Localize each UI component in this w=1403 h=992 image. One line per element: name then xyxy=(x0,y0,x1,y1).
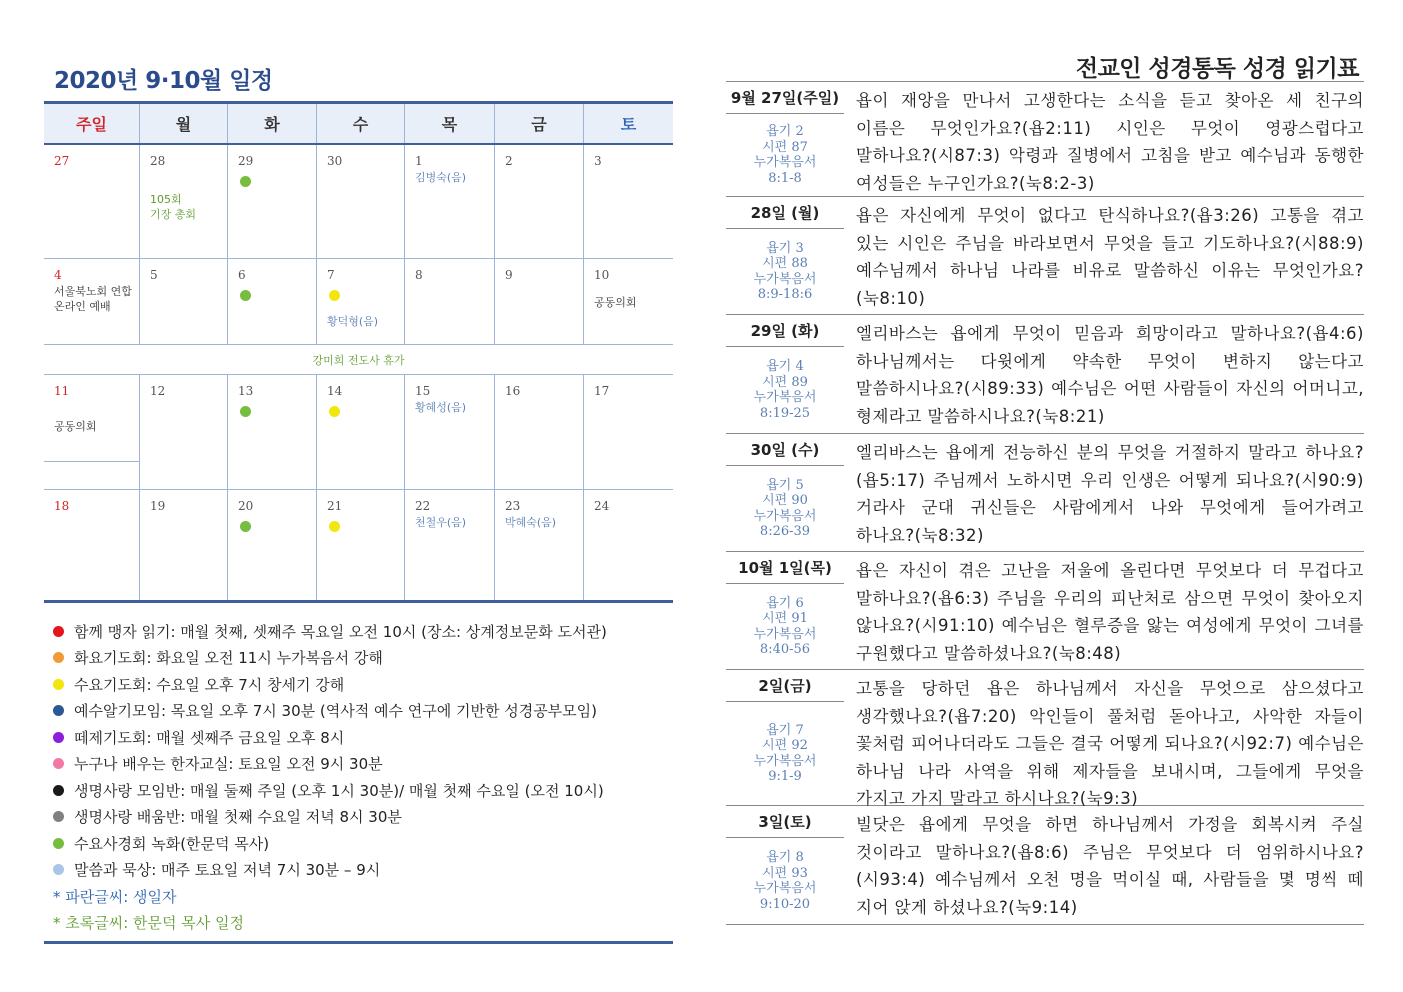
legend-bottom-rule xyxy=(44,941,673,944)
legend-text: 떼제기도회: 매월 셋째주 금요일 오후 8시 xyxy=(74,728,345,747)
day-cell xyxy=(405,490,495,600)
event-general-assembly: 105회 기장 총회 xyxy=(150,193,197,221)
reading-questions: 엘리바스는 욥에게 전능하신 분의 무엇을 거절하지 말라고 하나요?(욥5:17) 주님께서 노하시면 우리 인생은 어떻게 되나요?(시90:9) 거라사 군대 귀신들은 사람에게서 나와 무엇에게 들어가려고 하나요?(눅8:32) xyxy=(856,443,1364,545)
calendar-table xyxy=(44,101,673,603)
day-cell xyxy=(405,145,495,258)
legend-note-birthday: * 파란글씨: 생일자 xyxy=(53,887,177,906)
reading-date-cell xyxy=(726,315,844,433)
yellow-dot-icon xyxy=(329,406,340,417)
reading-reference: 욥기 3 xyxy=(766,240,804,256)
legend-item xyxy=(53,777,673,804)
legend-note-pastor-schedule: * 초록글씨: 한문덕 목사 일정 xyxy=(53,914,245,933)
vacation-banner: 강미희 전도사 휴가 xyxy=(44,345,673,375)
day-number: 20 xyxy=(238,499,254,513)
day-cell xyxy=(228,375,317,489)
calendar-week-2 xyxy=(44,259,673,345)
reading-questions: 욥이 재앙을 만나서 고생한다는 소식을 듣고 찾아온 세 친구의 이름은 무엇인가요?(욥2:11) 시인은 무엇이 영광스럽다고 말하나요?(시87:3) 악령과 질병에서 고침을 받고 예수님과 동행한 여성들은 누구인가요?(눅8:2-3) xyxy=(856,91,1364,193)
legend-item xyxy=(53,645,673,672)
day-number: 2 xyxy=(505,154,513,168)
day-number: 11 xyxy=(54,384,70,398)
day-cell xyxy=(405,259,495,344)
reading-reference: 욥기 4 xyxy=(766,359,804,374)
legend-dot-icon xyxy=(53,811,64,822)
calendar-week-3 xyxy=(44,375,673,490)
reading-reference: 시편 89 xyxy=(762,374,808,390)
weekday-sat: 토 xyxy=(620,115,637,134)
birthday-event: 천철우(음) xyxy=(415,516,467,529)
reading-reference: 누가복음서 xyxy=(753,626,817,642)
schedule-legend xyxy=(53,618,673,936)
reading-reference: 욥기 5 xyxy=(766,477,804,493)
day-cell xyxy=(495,375,584,489)
weekday-tue: 화 xyxy=(228,104,317,143)
day-number: 19 xyxy=(150,499,166,513)
weekday-wed: 수 xyxy=(317,104,405,143)
day-number: 13 xyxy=(238,384,254,398)
birthday-event: 황혜성(음) xyxy=(415,401,467,414)
reading-row xyxy=(726,315,1364,434)
reading-date: 29일 (화) xyxy=(726,315,844,347)
weekday-sun: 주일 xyxy=(44,104,140,143)
reading-date: 2일(금) xyxy=(726,670,844,702)
day-cell xyxy=(44,490,140,600)
reading-date: 9월 27일(주일) xyxy=(726,82,844,114)
day-number: 6 xyxy=(238,268,246,282)
day-number: 23 xyxy=(505,499,521,513)
reading-reference: 누가복음서 xyxy=(753,508,817,524)
birthday-event: 김병숙(음) xyxy=(415,171,467,184)
legend-item xyxy=(53,698,673,725)
day-number: 24 xyxy=(594,499,610,513)
green-dot-icon xyxy=(240,290,251,301)
reading-reference: 시편 90 xyxy=(762,493,808,508)
reading-plan-title: 전교인 성경통독 성경 읽기표 xyxy=(1075,56,1359,82)
day-number: 28 xyxy=(150,154,166,168)
legend-item xyxy=(53,671,673,698)
reading-questions: 욥은 자신에게 무엇이 없다고 탄식하나요?(욥3:26) 고통을 겪고 있는 시인은 주님을 바라보면서 무엇을 들고 기도하나요?(시88:9) 예수님께서 하나님 나라를 비유로 말씀하신 이유는 무엇인가요?(눅8:10) xyxy=(856,206,1364,308)
day-cell xyxy=(44,259,140,344)
reading-reference: 8:9-18:6 xyxy=(757,287,813,302)
legend-text: 수요기도회: 수요일 오후 7시 창세기 강해 xyxy=(74,675,345,694)
day-number: 27 xyxy=(54,154,70,168)
yellow-dot-icon xyxy=(329,521,340,532)
day-cell xyxy=(140,145,228,258)
reading-reference: 8:19-25 xyxy=(759,405,811,421)
reading-reference: 9:1-9 xyxy=(768,769,802,784)
legend-dot-icon xyxy=(53,838,64,849)
day-number: 22 xyxy=(415,499,431,513)
weekday-thu: 목 xyxy=(405,104,495,143)
day-cell xyxy=(405,375,495,489)
reading-references xyxy=(726,347,844,433)
event-presbytery-worship: 서울북노회 연합 온라인 예배 xyxy=(54,285,132,313)
day-number: 1 xyxy=(415,154,423,168)
reading-row xyxy=(726,82,1364,197)
reading-date-cell xyxy=(726,82,844,196)
reading-reference: 욥기 7 xyxy=(766,722,804,738)
reading-references xyxy=(726,229,844,314)
weekday-fri: 금 xyxy=(495,104,584,143)
day-cell xyxy=(495,259,584,344)
reading-row xyxy=(726,670,1364,806)
reading-date-cell xyxy=(726,434,844,551)
reading-reference: 8:26-39 xyxy=(759,524,811,539)
legend-dot-icon xyxy=(53,758,64,769)
day-number: 5 xyxy=(150,268,158,282)
legend-text: 함께 맹자 읽기: 매월 첫째, 셋째주 목요일 오전 10시 (장소: 상계정보문화 도서관) xyxy=(74,622,607,641)
reading-reference: 욥기 2 xyxy=(766,124,804,139)
legend-dot-icon xyxy=(53,864,64,875)
day-number: 4 xyxy=(54,268,62,282)
reading-reference: 시편 87 xyxy=(762,139,808,155)
reading-date-cell xyxy=(726,552,844,669)
day-number: 16 xyxy=(505,384,521,398)
reading-plan-table xyxy=(726,81,1364,925)
legend-item xyxy=(53,830,673,857)
legend-text: 말씀과 묵상: 매주 토요일 저녁 7시 30분 – 9시 xyxy=(74,861,381,880)
legend-text: 예수알기모임: 목요일 오후 7시 30분 (역사적 예수 연구에 기반한 성경공부모임) xyxy=(74,702,598,721)
reading-date: 10월 1일(목) xyxy=(726,552,844,584)
reading-references xyxy=(726,702,844,805)
day-cell xyxy=(140,375,228,489)
reading-questions: 욥은 자신이 겪은 고난을 저울에 올린다면 무엇보다 더 무겁다고 말하나요?(욥6:3) 주님을 우리의 피난처로 삼으면 무엇이 찾아오지 않나요?(시91:10) 예수님은 혈루증을 앓는 여성에게 무엇이 그녀를 구원했다고 말씀하셨나요?(눅8:48) xyxy=(856,561,1364,663)
reading-reference: 욥기 6 xyxy=(766,595,804,611)
weekday-header xyxy=(44,101,673,145)
reading-questions: 엘리바스는 욥에게 무엇이 믿음과 희망이라고 말하나요?(욥4:6) 하나님께서는 다윗에게 약속한 무엇이 변하지 않는다고 말씀하시나요?(시89:33) 예수님은 어떤 사람들이 자신의 어머니고, 형제라고 말씀하시나요?(눅8:21) xyxy=(856,324,1364,426)
day-cell xyxy=(140,490,228,600)
reading-reference: 8:1-8 xyxy=(768,170,802,186)
reading-reference: 누가복음서 xyxy=(753,390,817,405)
birthday-event: 박혜숙(음) xyxy=(505,516,557,529)
legend-text: 화요기도회: 화요일 오전 11시 누가복음서 강해 xyxy=(74,649,383,668)
reading-reference: 9:10-20 xyxy=(759,896,811,912)
reading-reference: 누가복음서 xyxy=(753,155,817,170)
reading-reference: 시편 92 xyxy=(762,738,808,753)
day-cell xyxy=(44,145,140,258)
yellow-dot-icon xyxy=(329,290,340,301)
calendar-week-1 xyxy=(44,145,673,259)
legend-dot-icon xyxy=(53,652,64,663)
weekday-mon: 월 xyxy=(140,104,228,143)
day-number: 7 xyxy=(327,268,335,282)
legend-dot-icon xyxy=(53,679,64,690)
day-cell xyxy=(317,145,405,258)
event-congregational-meeting: 공동의회 xyxy=(594,296,637,309)
legend-dot-icon xyxy=(53,785,64,796)
day-cell xyxy=(317,375,405,489)
reading-reference: 시편 88 xyxy=(762,256,808,271)
day-cell xyxy=(317,259,405,344)
reading-row xyxy=(726,197,1364,315)
day-cell xyxy=(228,259,317,344)
reading-references xyxy=(726,114,844,196)
day-number: 3 xyxy=(594,154,602,168)
day-cell xyxy=(228,490,317,600)
reading-row xyxy=(726,806,1364,925)
reading-references xyxy=(726,838,844,924)
reading-questions: 빌닷은 욥에게 무엇을 하면 하나님께서 가정을 회복시켜 주실 것이라고 말하나요?(욥8:6) 주님은 무엇보다 더 엄위하시나요?(시93:4) 예수님께서 오천 명을 먹이실 때, 사람들을 몇 명씩 떼 지어 앉게 하셨나요?(눅9:14) xyxy=(856,815,1364,917)
day-cell xyxy=(140,259,228,344)
reading-references xyxy=(726,466,844,551)
reading-reference: 시편 91 xyxy=(762,611,808,626)
legend-text: 수요사경회 녹화(한문덕 목사) xyxy=(74,834,270,853)
reading-reference: 누가복음서 xyxy=(753,271,817,287)
birthday-event: 황덕형(음) xyxy=(327,315,379,328)
legend-text: 생명사랑 배움반: 매월 첫째 수요일 저녁 8시 30분 xyxy=(74,808,402,827)
day-number: 10 xyxy=(594,268,610,282)
day-number: 30 xyxy=(327,154,343,168)
day-number: 12 xyxy=(150,384,166,398)
day-cell xyxy=(44,375,140,489)
day-cell xyxy=(495,490,584,600)
day-number: 18 xyxy=(54,499,70,513)
day-cell xyxy=(584,145,673,258)
legend-item xyxy=(53,724,673,751)
reading-references xyxy=(726,584,844,669)
legend-item xyxy=(53,618,673,645)
reading-date-cell xyxy=(726,670,844,805)
reading-date: 30일 (수) xyxy=(726,434,844,466)
day-number: 14 xyxy=(327,384,343,398)
green-dot-icon xyxy=(240,176,251,187)
legend-text: 생명사랑 모임반: 매월 둘째 주일 (오후 1시 30분)/ 매월 첫째 수요일 (오전 10시) xyxy=(74,781,604,800)
legend-item xyxy=(53,751,673,778)
day-cell xyxy=(584,375,673,489)
day-number: 21 xyxy=(327,499,343,513)
day-cell xyxy=(584,490,673,600)
green-dot-icon xyxy=(240,521,251,532)
reading-date: 3일(토) xyxy=(726,806,844,838)
legend-dot-icon xyxy=(53,626,64,637)
reading-reference: 욥기 8 xyxy=(766,850,804,865)
reading-questions: 고통을 당하던 욥은 하나님께서 자신을 무엇으로 삼으셨다고 생각했나요?(욥7:20) 악인들이 풀처럼 돋아나고, 사악한 자들이 꽃처럼 피어나더라도 그들은 결국 어떻게 되나요?(시92:7) 예수님은 하나님 나라 사역을 위해 제자들을 보내시며, 그들에게 무엇을 가지고 가지 말라고 하시나요?(눅9:3) xyxy=(856,679,1364,808)
day-cell xyxy=(317,490,405,600)
reading-reference: 시편 93 xyxy=(762,865,808,881)
legend-item xyxy=(53,804,673,831)
legend-dot-icon xyxy=(53,732,64,743)
reading-row xyxy=(726,552,1364,670)
reading-date-cell xyxy=(726,806,844,924)
day-number: 15 xyxy=(415,384,431,398)
day-number: 29 xyxy=(238,154,254,168)
day-number: 9 xyxy=(505,268,513,282)
legend-item xyxy=(53,857,673,884)
day-number: 8 xyxy=(415,268,423,282)
day-cell xyxy=(495,145,584,258)
day-cell xyxy=(584,259,673,344)
reading-reference: 누가복음서 xyxy=(753,753,817,769)
reading-row xyxy=(726,434,1364,552)
calendar-title: 2020년 9·10월 일정 xyxy=(54,68,273,94)
day-cell xyxy=(228,145,317,258)
reading-reference: 누가복음서 xyxy=(753,881,817,896)
reading-date-cell xyxy=(726,197,844,314)
day-number: 17 xyxy=(594,384,610,398)
divider xyxy=(44,461,139,462)
event-congregational-meeting: 공동의회 xyxy=(54,420,97,433)
calendar-week-4 xyxy=(44,490,673,603)
reading-reference: 8:40-56 xyxy=(759,642,811,657)
reading-date: 28일 (월) xyxy=(726,197,844,229)
green-dot-icon xyxy=(240,406,251,417)
legend-dot-icon xyxy=(53,705,64,716)
legend-text: 누구나 배우는 한자교실: 토요일 오전 9시 30분 xyxy=(74,755,383,774)
